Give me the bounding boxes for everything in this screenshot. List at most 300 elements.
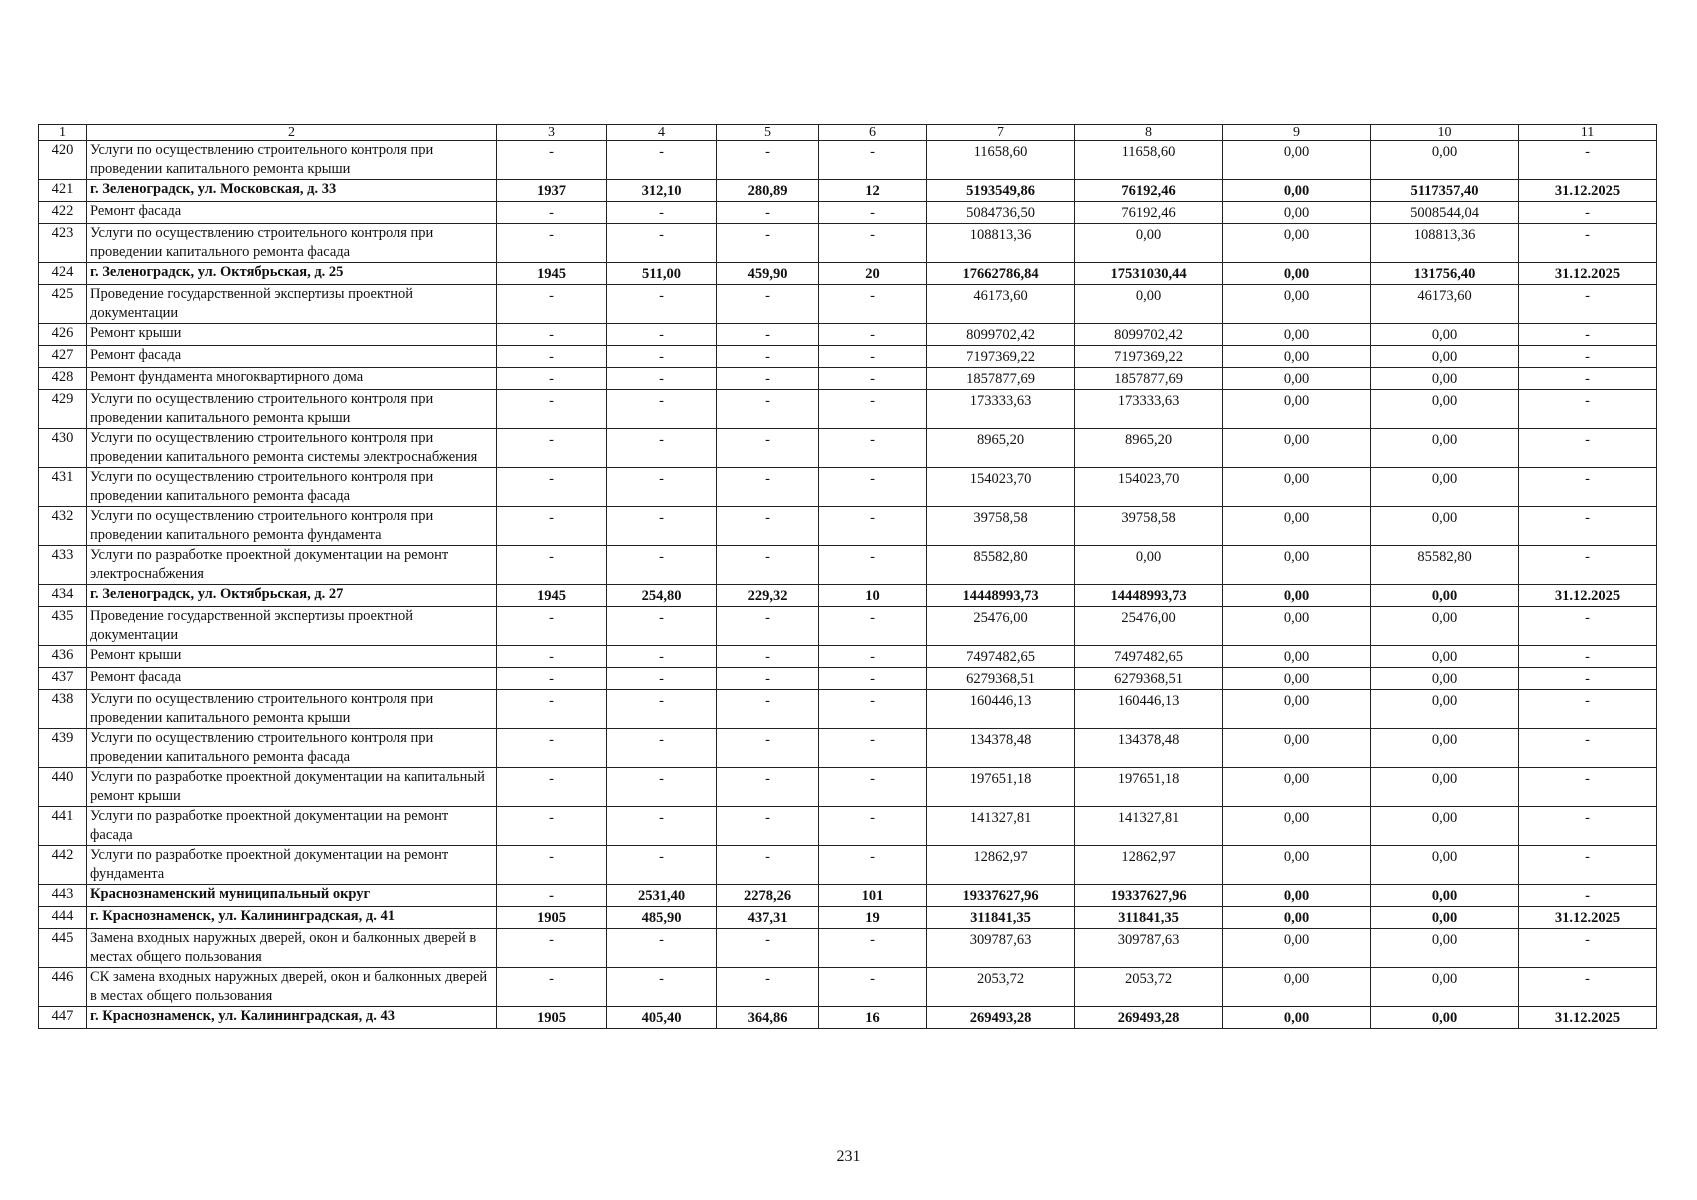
cell-c4: - bbox=[607, 285, 717, 324]
cell-c6: - bbox=[819, 646, 927, 668]
column-header: 11 bbox=[1519, 125, 1657, 141]
cell-c4: - bbox=[607, 668, 717, 690]
cell-c9: 0,00 bbox=[1223, 390, 1371, 429]
column-header: 9 bbox=[1223, 125, 1371, 141]
cell-c6: - bbox=[819, 468, 927, 507]
cell-c4: - bbox=[607, 546, 717, 585]
cell-c11: - bbox=[1519, 429, 1657, 468]
cell-c9: 0,00 bbox=[1223, 180, 1371, 202]
cell-c10: 0,00 bbox=[1371, 390, 1519, 429]
cell-c9: 0,00 bbox=[1223, 368, 1371, 390]
cell-c9: 0,00 bbox=[1223, 807, 1371, 846]
cell-c9: 0,00 bbox=[1223, 668, 1371, 690]
cell-c8: 0,00 bbox=[1075, 285, 1223, 324]
cell-c3: - bbox=[497, 224, 607, 263]
cell-c3: - bbox=[497, 885, 607, 907]
cell-c4: - bbox=[607, 468, 717, 507]
row-description: Услуги по осуществлению строительного контроля при проведении капитального ремонта фасада bbox=[87, 468, 497, 507]
cell-c11: - bbox=[1519, 729, 1657, 768]
row-description: Услуги по разработке проектной документации на ремонт фасада bbox=[87, 807, 497, 846]
cell-c8: 7197369,22 bbox=[1075, 346, 1223, 368]
row-number: 433 bbox=[39, 546, 87, 585]
cell-c4: - bbox=[607, 807, 717, 846]
cell-c7: 85582,80 bbox=[927, 546, 1075, 585]
cell-c6: 10 bbox=[819, 585, 927, 607]
cell-c7: 173333,63 bbox=[927, 390, 1075, 429]
cell-c9: 0,00 bbox=[1223, 929, 1371, 968]
cell-c5: - bbox=[717, 968, 819, 1007]
cell-c9: 0,00 bbox=[1223, 202, 1371, 224]
table-row bbox=[39, 768, 1657, 807]
cell-c11: - bbox=[1519, 202, 1657, 224]
row-number: 421 bbox=[39, 180, 87, 202]
cell-c8: 6279368,51 bbox=[1075, 668, 1223, 690]
cell-c7: 8965,20 bbox=[927, 429, 1075, 468]
column-header: 10 bbox=[1371, 125, 1519, 141]
cell-c3: 1905 bbox=[497, 1007, 607, 1029]
row-number: 440 bbox=[39, 768, 87, 807]
cell-c7: 46173,60 bbox=[927, 285, 1075, 324]
cell-c5: - bbox=[717, 668, 819, 690]
cell-c9: 0,00 bbox=[1223, 546, 1371, 585]
cell-c10: 0,00 bbox=[1371, 1007, 1519, 1029]
cell-c6: - bbox=[819, 507, 927, 546]
cell-c6: 12 bbox=[819, 180, 927, 202]
column-header: 6 bbox=[819, 125, 927, 141]
cell-c11: 31.12.2025 bbox=[1519, 263, 1657, 285]
row-number: 427 bbox=[39, 346, 87, 368]
row-number: 423 bbox=[39, 224, 87, 263]
cell-c5: - bbox=[717, 646, 819, 668]
cell-c7: 11658,60 bbox=[927, 141, 1075, 180]
cell-c4: 511,00 bbox=[607, 263, 717, 285]
cell-c4: - bbox=[607, 690, 717, 729]
row-description: г. Зеленоградск, ул. Октябрьская, д. 27 bbox=[87, 585, 497, 607]
row-number: 438 bbox=[39, 690, 87, 729]
cell-c5: - bbox=[717, 390, 819, 429]
row-number: 432 bbox=[39, 507, 87, 546]
cell-c6: 20 bbox=[819, 263, 927, 285]
column-header: 2 bbox=[87, 125, 497, 141]
cell-c6: - bbox=[819, 368, 927, 390]
cell-c11: - bbox=[1519, 885, 1657, 907]
row-number: 434 bbox=[39, 585, 87, 607]
cell-c7: 6279368,51 bbox=[927, 668, 1075, 690]
cell-c4: 405,40 bbox=[607, 1007, 717, 1029]
cell-c10: 0,00 bbox=[1371, 585, 1519, 607]
cell-c11: - bbox=[1519, 141, 1657, 180]
cell-c10: 0,00 bbox=[1371, 646, 1519, 668]
cell-c5: - bbox=[717, 202, 819, 224]
cell-c8: 160446,13 bbox=[1075, 690, 1223, 729]
row-number: 420 bbox=[39, 141, 87, 180]
cell-c3: - bbox=[497, 729, 607, 768]
cell-c3: - bbox=[497, 546, 607, 585]
cell-c11: - bbox=[1519, 668, 1657, 690]
cell-c4: - bbox=[607, 202, 717, 224]
cell-c3: - bbox=[497, 368, 607, 390]
cell-c10: 0,00 bbox=[1371, 907, 1519, 929]
row-number: 436 bbox=[39, 646, 87, 668]
cell-c8: 269493,28 bbox=[1075, 1007, 1223, 1029]
row-description: г. Краснознаменск, ул. Калининградская, д. 41 bbox=[87, 907, 497, 929]
cell-c9: 0,00 bbox=[1223, 690, 1371, 729]
row-number: 437 bbox=[39, 668, 87, 690]
row-number: 424 bbox=[39, 263, 87, 285]
row-description: Услуги по осуществлению строительного контроля при проведении капитального ремонта крыши bbox=[87, 141, 497, 180]
cell-c4: - bbox=[607, 429, 717, 468]
row-description: Услуги по осуществлению строительного контроля при проведении капитального ремонта фасада bbox=[87, 224, 497, 263]
cell-c6: - bbox=[819, 546, 927, 585]
cell-c6: - bbox=[819, 607, 927, 646]
column-header: 4 bbox=[607, 125, 717, 141]
table-row bbox=[39, 846, 1657, 885]
cell-c4: - bbox=[607, 729, 717, 768]
row-description: Замена входных наружных дверей, окон и балконных дверей в местах общего пользования bbox=[87, 929, 497, 968]
cell-c10: 0,00 bbox=[1371, 929, 1519, 968]
cell-c10: 0,00 bbox=[1371, 668, 1519, 690]
table-row bbox=[39, 390, 1657, 429]
cell-c4: - bbox=[607, 607, 717, 646]
cell-c5: - bbox=[717, 546, 819, 585]
cell-c11: - bbox=[1519, 368, 1657, 390]
cell-c5: - bbox=[717, 690, 819, 729]
cell-c3: 1945 bbox=[497, 263, 607, 285]
cell-c7: 134378,48 bbox=[927, 729, 1075, 768]
cell-c6: - bbox=[819, 690, 927, 729]
cell-c3: 1905 bbox=[497, 907, 607, 929]
cell-c3: - bbox=[497, 202, 607, 224]
cell-c8: 7497482,65 bbox=[1075, 646, 1223, 668]
column-number-row bbox=[39, 125, 1657, 141]
column-header: 1 bbox=[39, 125, 87, 141]
cell-c8: 141327,81 bbox=[1075, 807, 1223, 846]
cell-c7: 7197369,22 bbox=[927, 346, 1075, 368]
row-number: 430 bbox=[39, 429, 87, 468]
cell-c11: - bbox=[1519, 285, 1657, 324]
table-row bbox=[39, 646, 1657, 668]
row-description: Ремонт крыши bbox=[87, 324, 497, 346]
cell-c5: 437,31 bbox=[717, 907, 819, 929]
table-row bbox=[39, 180, 1657, 202]
cell-c8: 19337627,96 bbox=[1075, 885, 1223, 907]
cell-c3: - bbox=[497, 807, 607, 846]
cell-c3: - bbox=[497, 646, 607, 668]
cell-c3: - bbox=[497, 968, 607, 1007]
cell-c5: - bbox=[717, 807, 819, 846]
cell-c6: - bbox=[819, 141, 927, 180]
row-number: 441 bbox=[39, 807, 87, 846]
cell-c10: 5008544,04 bbox=[1371, 202, 1519, 224]
cell-c3: 1937 bbox=[497, 180, 607, 202]
row-description: Услуги по разработке проектной документации на капитальный ремонт крыши bbox=[87, 768, 497, 807]
column-header: 7 bbox=[927, 125, 1075, 141]
cell-c11: - bbox=[1519, 324, 1657, 346]
cell-c9: 0,00 bbox=[1223, 968, 1371, 1007]
row-description: Ремонт фундамента многоквартирного дома bbox=[87, 368, 497, 390]
cell-c11: - bbox=[1519, 468, 1657, 507]
cell-c9: 0,00 bbox=[1223, 585, 1371, 607]
column-header: 8 bbox=[1075, 125, 1223, 141]
table-row bbox=[39, 141, 1657, 180]
table-row bbox=[39, 968, 1657, 1007]
table-row bbox=[39, 546, 1657, 585]
row-description: Услуги по осуществлению строительного контроля при проведении капитального ремонта крыши bbox=[87, 390, 497, 429]
cell-c7: 269493,28 bbox=[927, 1007, 1075, 1029]
cell-c10: 46173,60 bbox=[1371, 285, 1519, 324]
cell-c8: 0,00 bbox=[1075, 546, 1223, 585]
cell-c7: 14448993,73 bbox=[927, 585, 1075, 607]
column-header: 5 bbox=[717, 125, 819, 141]
cell-c9: 0,00 bbox=[1223, 429, 1371, 468]
table-row bbox=[39, 607, 1657, 646]
cell-c11: - bbox=[1519, 507, 1657, 546]
cell-c10: 0,00 bbox=[1371, 324, 1519, 346]
cell-c8: 2053,72 bbox=[1075, 968, 1223, 1007]
cell-c4: - bbox=[607, 324, 717, 346]
cell-c3: - bbox=[497, 346, 607, 368]
cell-c7: 309787,63 bbox=[927, 929, 1075, 968]
row-number: 431 bbox=[39, 468, 87, 507]
cell-c8: 154023,70 bbox=[1075, 468, 1223, 507]
cell-c10: 0,00 bbox=[1371, 368, 1519, 390]
cell-c4: - bbox=[607, 141, 717, 180]
cell-c6: - bbox=[819, 285, 927, 324]
row-description: Краснознаменский муниципальный округ bbox=[87, 885, 497, 907]
cell-c11: - bbox=[1519, 768, 1657, 807]
row-number: 425 bbox=[39, 285, 87, 324]
table-row bbox=[39, 929, 1657, 968]
cell-c5: - bbox=[717, 368, 819, 390]
cell-c5: - bbox=[717, 507, 819, 546]
row-description: Проведение государственной экспертизы проектной документации bbox=[87, 285, 497, 324]
cell-c4: - bbox=[607, 768, 717, 807]
cell-c6: - bbox=[819, 202, 927, 224]
cell-c7: 17662786,84 bbox=[927, 263, 1075, 285]
cell-c7: 7497482,65 bbox=[927, 646, 1075, 668]
cell-c8: 14448993,73 bbox=[1075, 585, 1223, 607]
cell-c4: - bbox=[607, 346, 717, 368]
cell-c6: - bbox=[819, 968, 927, 1007]
cell-c5: - bbox=[717, 285, 819, 324]
cell-c10: 0,00 bbox=[1371, 968, 1519, 1007]
cell-c8: 76192,46 bbox=[1075, 202, 1223, 224]
cell-c4: 254,80 bbox=[607, 585, 717, 607]
cell-c6: 101 bbox=[819, 885, 927, 907]
cell-c9: 0,00 bbox=[1223, 646, 1371, 668]
cell-c6: 16 bbox=[819, 1007, 927, 1029]
cell-c4: - bbox=[607, 390, 717, 429]
cell-c3: - bbox=[497, 690, 607, 729]
cell-c8: 311841,35 bbox=[1075, 907, 1223, 929]
cell-c5: 229,32 bbox=[717, 585, 819, 607]
cell-c11: - bbox=[1519, 690, 1657, 729]
cell-c6: - bbox=[819, 346, 927, 368]
table-row bbox=[39, 468, 1657, 507]
cell-c9: 0,00 bbox=[1223, 468, 1371, 507]
row-description: г. Зеленоградск, ул. Октябрьская, д. 25 bbox=[87, 263, 497, 285]
cell-c10: 0,00 bbox=[1371, 468, 1519, 507]
cell-c9: 0,00 bbox=[1223, 224, 1371, 263]
cell-c11: - bbox=[1519, 607, 1657, 646]
row-number: 428 bbox=[39, 368, 87, 390]
cell-c9: 0,00 bbox=[1223, 1007, 1371, 1029]
cell-c5: - bbox=[717, 846, 819, 885]
cell-c5: - bbox=[717, 141, 819, 180]
cell-c7: 154023,70 bbox=[927, 468, 1075, 507]
cell-c5: - bbox=[717, 929, 819, 968]
cell-c10: 0,00 bbox=[1371, 807, 1519, 846]
cell-c8: 1857877,69 bbox=[1075, 368, 1223, 390]
cell-c7: 39758,58 bbox=[927, 507, 1075, 546]
cell-c3: - bbox=[497, 929, 607, 968]
cell-c4: 312,10 bbox=[607, 180, 717, 202]
cell-c5: - bbox=[717, 324, 819, 346]
table-row bbox=[39, 807, 1657, 846]
cell-c11: - bbox=[1519, 807, 1657, 846]
cell-c4: - bbox=[607, 224, 717, 263]
cell-c5: 2278,26 bbox=[717, 885, 819, 907]
cell-c9: 0,00 bbox=[1223, 507, 1371, 546]
cell-c5: - bbox=[717, 468, 819, 507]
cell-c3: - bbox=[497, 507, 607, 546]
table-row bbox=[39, 224, 1657, 263]
cell-c11: 31.12.2025 bbox=[1519, 180, 1657, 202]
cell-c9: 0,00 bbox=[1223, 729, 1371, 768]
column-header: 3 bbox=[497, 125, 607, 141]
cell-c8: 11658,60 bbox=[1075, 141, 1223, 180]
data-table bbox=[38, 124, 1657, 1029]
cell-c7: 5193549,86 bbox=[927, 180, 1075, 202]
row-number: 426 bbox=[39, 324, 87, 346]
cell-c8: 17531030,44 bbox=[1075, 263, 1223, 285]
cell-c9: 0,00 bbox=[1223, 907, 1371, 929]
row-description: Ремонт фасада bbox=[87, 202, 497, 224]
cell-c10: 0,00 bbox=[1371, 768, 1519, 807]
cell-c10: 0,00 bbox=[1371, 507, 1519, 546]
cell-c8: 39758,58 bbox=[1075, 507, 1223, 546]
cell-c11: - bbox=[1519, 224, 1657, 263]
cell-c9: 0,00 bbox=[1223, 885, 1371, 907]
cell-c8: 12862,97 bbox=[1075, 846, 1223, 885]
table-row bbox=[39, 429, 1657, 468]
table-row bbox=[39, 346, 1657, 368]
cell-c6: - bbox=[819, 324, 927, 346]
row-description: Услуги по осуществлению строительного контроля при проведении капитального ремонта фасада bbox=[87, 729, 497, 768]
cell-c4: - bbox=[607, 646, 717, 668]
row-description: г. Зеленоградск, ул. Московская, д. 33 bbox=[87, 180, 497, 202]
cell-c9: 0,00 bbox=[1223, 346, 1371, 368]
cell-c8: 197651,18 bbox=[1075, 768, 1223, 807]
row-number: 422 bbox=[39, 202, 87, 224]
table-row bbox=[39, 690, 1657, 729]
cell-c9: 0,00 bbox=[1223, 846, 1371, 885]
cell-c4: - bbox=[607, 968, 717, 1007]
cell-c8: 173333,63 bbox=[1075, 390, 1223, 429]
row-number: 442 bbox=[39, 846, 87, 885]
cell-c8: 8099702,42 bbox=[1075, 324, 1223, 346]
cell-c5: - bbox=[717, 768, 819, 807]
cell-c11: - bbox=[1519, 646, 1657, 668]
row-description: Ремонт фасада bbox=[87, 668, 497, 690]
cell-c9: 0,00 bbox=[1223, 141, 1371, 180]
cell-c7: 311841,35 bbox=[927, 907, 1075, 929]
cell-c4: - bbox=[607, 846, 717, 885]
cell-c5: - bbox=[717, 429, 819, 468]
row-number: 444 bbox=[39, 907, 87, 929]
row-number: 439 bbox=[39, 729, 87, 768]
row-description: г. Краснознаменск, ул. Калининградская, д. 43 bbox=[87, 1007, 497, 1029]
cell-c6: 19 bbox=[819, 907, 927, 929]
cell-c5: - bbox=[717, 729, 819, 768]
row-description: Ремонт фасада bbox=[87, 346, 497, 368]
cell-c10: 0,00 bbox=[1371, 346, 1519, 368]
cell-c9: 0,00 bbox=[1223, 768, 1371, 807]
cell-c3: - bbox=[497, 468, 607, 507]
cell-c3: - bbox=[497, 285, 607, 324]
cell-c3: - bbox=[497, 668, 607, 690]
cell-c8: 0,00 bbox=[1075, 224, 1223, 263]
cell-c5: 364,86 bbox=[717, 1007, 819, 1029]
table-row bbox=[39, 202, 1657, 224]
row-description: СК замена входных наружных дверей, окон и балконных дверей в местах общего пользования bbox=[87, 968, 497, 1007]
cell-c7: 25476,00 bbox=[927, 607, 1075, 646]
row-number: 429 bbox=[39, 390, 87, 429]
cell-c4: - bbox=[607, 368, 717, 390]
row-description: Услуги по осуществлению строительного контроля при проведении капитального ремонта системы электроснабжения bbox=[87, 429, 497, 468]
cell-c3: - bbox=[497, 768, 607, 807]
cell-c5: 280,89 bbox=[717, 180, 819, 202]
cell-c10: 5117357,40 bbox=[1371, 180, 1519, 202]
cell-c10: 0,00 bbox=[1371, 690, 1519, 729]
row-number: 435 bbox=[39, 607, 87, 646]
row-description: Услуги по разработке проектной документации на ремонт фундамента bbox=[87, 846, 497, 885]
table-row bbox=[39, 1007, 1657, 1029]
cell-c10: 0,00 bbox=[1371, 846, 1519, 885]
cell-c6: - bbox=[819, 224, 927, 263]
table-body bbox=[39, 125, 1657, 1029]
cell-c3: 1945 bbox=[497, 585, 607, 607]
cell-c6: - bbox=[819, 768, 927, 807]
page-number: 231 bbox=[836, 1148, 861, 1165]
cell-c3: - bbox=[497, 846, 607, 885]
cell-c6: - bbox=[819, 729, 927, 768]
cell-c7: 2053,72 bbox=[927, 968, 1075, 1007]
cell-c8: 76192,46 bbox=[1075, 180, 1223, 202]
table-row bbox=[39, 368, 1657, 390]
table-row bbox=[39, 885, 1657, 907]
cell-c6: - bbox=[819, 668, 927, 690]
row-number: 447 bbox=[39, 1007, 87, 1029]
cell-c10: 0,00 bbox=[1371, 607, 1519, 646]
row-description: Услуги по осуществлению строительного контроля при проведении капитального ремонта крыши bbox=[87, 690, 497, 729]
table-row bbox=[39, 907, 1657, 929]
table-row bbox=[39, 585, 1657, 607]
cell-c4: - bbox=[607, 929, 717, 968]
cell-c3: - bbox=[497, 429, 607, 468]
row-number: 443 bbox=[39, 885, 87, 907]
cell-c8: 309787,63 bbox=[1075, 929, 1223, 968]
table-row bbox=[39, 263, 1657, 285]
cell-c6: - bbox=[819, 807, 927, 846]
cell-c5: - bbox=[717, 346, 819, 368]
cell-c8: 25476,00 bbox=[1075, 607, 1223, 646]
cell-c11: 31.12.2025 bbox=[1519, 907, 1657, 929]
row-description: Услуги по осуществлению строительного контроля при проведении капитального ремонта фундамента bbox=[87, 507, 497, 546]
cell-c11: 31.12.2025 bbox=[1519, 585, 1657, 607]
cell-c4: 485,90 bbox=[607, 907, 717, 929]
cell-c7: 160446,13 bbox=[927, 690, 1075, 729]
